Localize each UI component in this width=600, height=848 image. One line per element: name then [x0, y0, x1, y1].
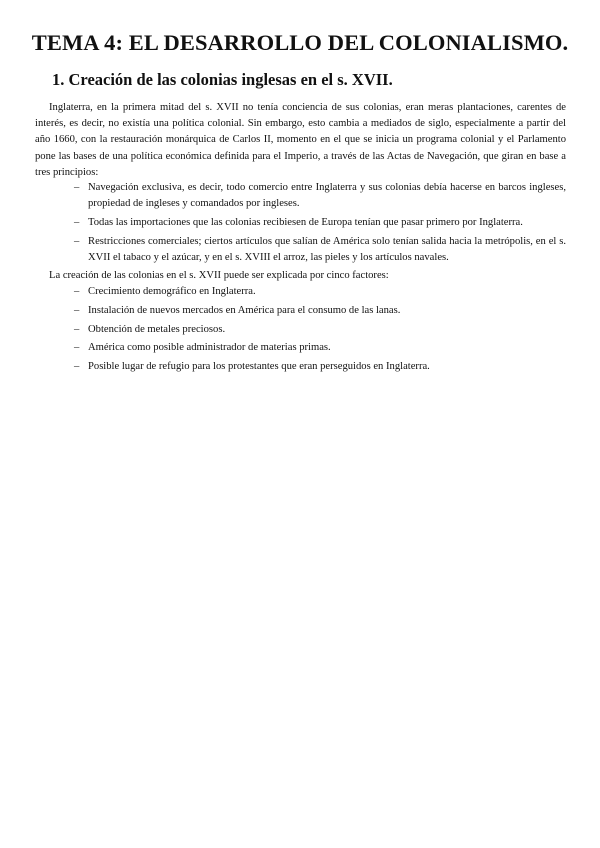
- dash-bullet-icon: –: [74, 361, 80, 373]
- section-heading: 1. Creación de las colonias inglesas en el s. XVII.: [52, 70, 393, 89]
- dash-bullet-icon: –: [74, 342, 80, 354]
- list-item-text: Navegación exclusiva, es decir, todo comercio entre Inglaterra y sus colonias debía hacerse en barcos ingleses, propiedad de ingleses y comandados por ingleses.: [88, 182, 566, 210]
- list-item: [35, 340, 566, 356]
- list-item: [35, 215, 566, 231]
- factors-list: [35, 284, 566, 378]
- dash-bullet-icon: –: [74, 182, 80, 193]
- list-item-text: Todas las importaciones que las colonias recibiesen de Europa tenían que pasar primero por Inglaterra.: [88, 217, 523, 228]
- list-item-text: Instalación de nuevos mercados en América para el consumo de las lanas.: [88, 304, 401, 316]
- dash-bullet-icon: –: [74, 286, 80, 297]
- list-item: [35, 322, 566, 338]
- list-item-text: Posible lugar de refugio para los protestantes que eran perseguidos en Inglaterra.: [88, 361, 430, 373]
- dash-bullet-icon: –: [74, 323, 80, 335]
- dash-bullet-icon: –: [74, 217, 80, 228]
- factors-paragraph: La creación de las colonias en el s. XVII puede ser explicada por cinco factores:: [49, 270, 389, 281]
- dash-bullet-icon: –: [74, 304, 80, 316]
- principles-list: [35, 180, 566, 269]
- list-item-text: Crecimiento demográfico en Inglaterra.: [88, 286, 256, 297]
- list-item-text: América como posible administrador de materias primas.: [88, 342, 331, 354]
- list-item-text: Obtención de metales preciosos.: [88, 323, 226, 335]
- list-item: [35, 359, 566, 375]
- dash-bullet-icon: –: [74, 235, 80, 247]
- list-item-text: Restricciones comerciales; ciertos artículos que salían de América solo tenían salida hacia la metrópolis, en el s. XVII el tabaco y el azúcar, y en el s. XVIII el arroz, las pieles y los artículos navales.: [88, 235, 566, 263]
- list-item: [35, 284, 566, 300]
- list-item: [35, 303, 566, 319]
- list-item: [35, 180, 566, 212]
- intro-paragraph: Inglaterra, en la primera mitad del s. XVII no tenía conciencia de sus colonias, eran meras plantaciones, carentes de interés, es decir, no existía una política colonial. Sin embargo, esto cambia a mediados de siglo, especialmente a partir del año 1660, con la restauración monárquica de Carlos II, momento en el que se inicia un programa colonial y el Parlamento pone las bases de una política económica definida para el Imperio, a través de las Actas de Navegación, que giran en base a tres principios:: [35, 102, 566, 178]
- page-title: TEMA 4: EL DESARROLLO DEL COLONIALISMO.: [31, 30, 569, 55]
- list-item: [35, 234, 566, 266]
